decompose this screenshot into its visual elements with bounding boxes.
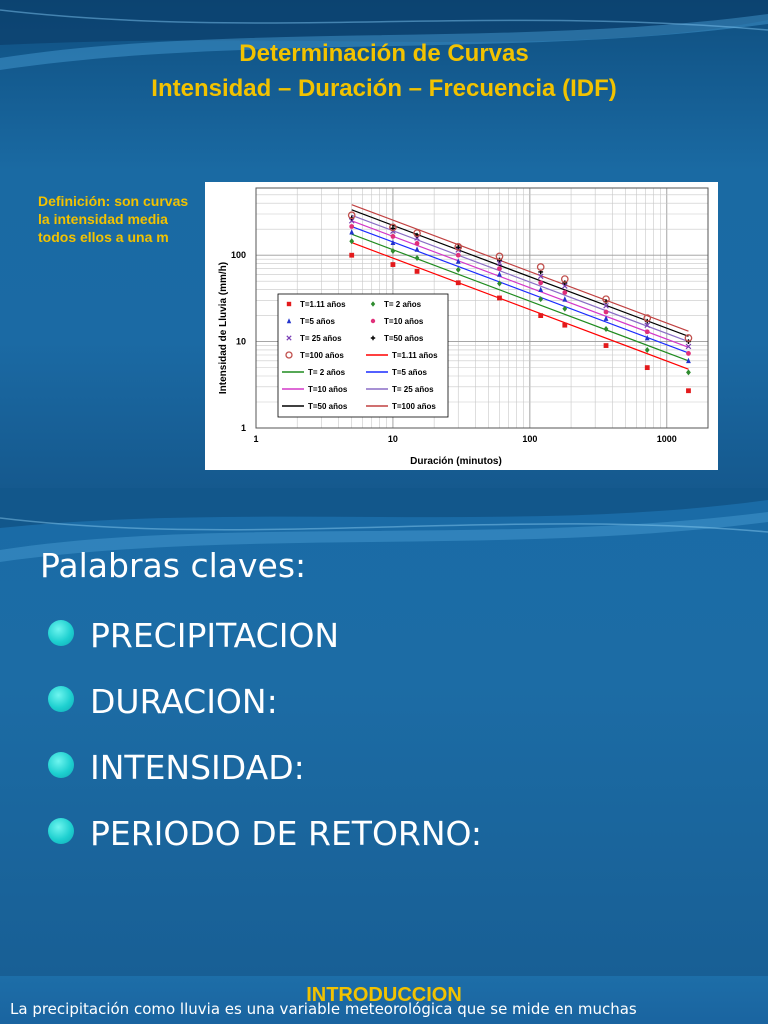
x-tick-label: 10	[387, 434, 398, 444]
data-point	[686, 369, 691, 375]
keyword-item	[48, 740, 482, 806]
data-point	[604, 326, 609, 332]
bullet-icon	[48, 686, 74, 712]
bullet-icon	[48, 620, 74, 646]
legend-label: T=50 años	[308, 402, 348, 411]
data-point	[686, 351, 691, 356]
keyword-item	[48, 806, 482, 872]
legend-marker	[371, 319, 375, 323]
data-point	[604, 343, 609, 348]
data-point	[456, 280, 461, 285]
x-axis-title: Duración (minutos)	[410, 456, 502, 467]
bullet-icon	[48, 818, 74, 844]
slide-title-line1: Determinación de Curvas	[239, 40, 529, 67]
legend-label: T= 2 años	[384, 300, 422, 309]
y-tick-label: 10	[235, 336, 246, 347]
y-tick-label: 1	[240, 423, 246, 433]
legend-label: T=1.11 años	[392, 351, 438, 360]
data-point	[645, 365, 650, 370]
keyword-label: PRECIPITACION	[90, 616, 340, 655]
slide-keywords	[0, 488, 768, 976]
introduction-title: INTRODUCCION	[306, 984, 462, 1006]
data-point	[349, 224, 354, 229]
data-point	[562, 323, 567, 328]
x-tick-label: 1000	[656, 434, 677, 444]
legend-label: T= 2 años	[308, 368, 346, 377]
data-point	[349, 253, 354, 258]
legend-label: T= 25 años	[300, 334, 342, 343]
keyword-label: PERIODO DE RETORNO:	[90, 814, 483, 853]
legend-label: T=50 años	[384, 334, 424, 343]
legend-marker	[287, 302, 291, 306]
definition-line-2: la intensidad media	[38, 211, 168, 227]
slide-idf-curves	[0, 0, 768, 488]
y-axis-title: Intensidad de Lluvia (mm/h)	[218, 261, 229, 395]
definition-text	[38, 192, 218, 246]
data-point	[562, 296, 567, 301]
data-point	[391, 262, 396, 267]
data-point	[537, 264, 543, 270]
data-point	[391, 234, 396, 239]
legend-label: T=10 años	[384, 317, 424, 326]
data-point	[497, 296, 502, 301]
keyword-label: INTENSIDAD:	[90, 748, 305, 787]
data-point	[497, 266, 502, 271]
legend-label: T=100 años	[300, 351, 344, 360]
keyword-label: DURACION:	[90, 682, 278, 721]
legend-label: T=10 años	[308, 385, 348, 394]
x-tick-label: 100	[522, 434, 538, 444]
data-point	[604, 310, 609, 315]
data-point	[538, 280, 543, 285]
legend-label: T=1.11 años	[300, 300, 346, 309]
keyword-item	[48, 608, 482, 674]
data-point	[538, 313, 543, 318]
data-point	[415, 241, 420, 246]
y-tick-label: 100	[230, 250, 246, 261]
definition-line-3: todos ellos a una m	[38, 229, 169, 245]
x-tick-label: 1	[253, 434, 259, 444]
keywords-heading: Palabras claves:	[40, 546, 307, 585]
legend-label: T= 25 años	[392, 385, 434, 394]
idf-chart-svg	[205, 182, 718, 470]
definition-line-1: Definición: son curvas	[38, 193, 189, 209]
idf-chart	[205, 182, 718, 470]
data-point	[645, 329, 650, 334]
legend-label: T=5 años	[300, 317, 335, 326]
data-point	[562, 290, 567, 295]
legend-label: T=5 años	[392, 368, 427, 377]
keyword-item	[48, 674, 482, 740]
introduction-text: La precipitación como lluvia es una variable meteorológica que se mide en muchas	[10, 1000, 637, 1018]
data-point	[349, 229, 354, 234]
legend-label: T=100 años	[392, 402, 436, 411]
slide-introduction	[0, 976, 768, 1024]
keywords-list	[48, 608, 482, 872]
data-point	[456, 253, 461, 258]
data-point	[415, 246, 420, 251]
data-point	[686, 388, 691, 393]
bullet-icon	[48, 752, 74, 778]
slide-title-line2: Intensidad – Duración – Frecuencia (IDF)	[151, 75, 617, 102]
data-point	[415, 269, 420, 274]
